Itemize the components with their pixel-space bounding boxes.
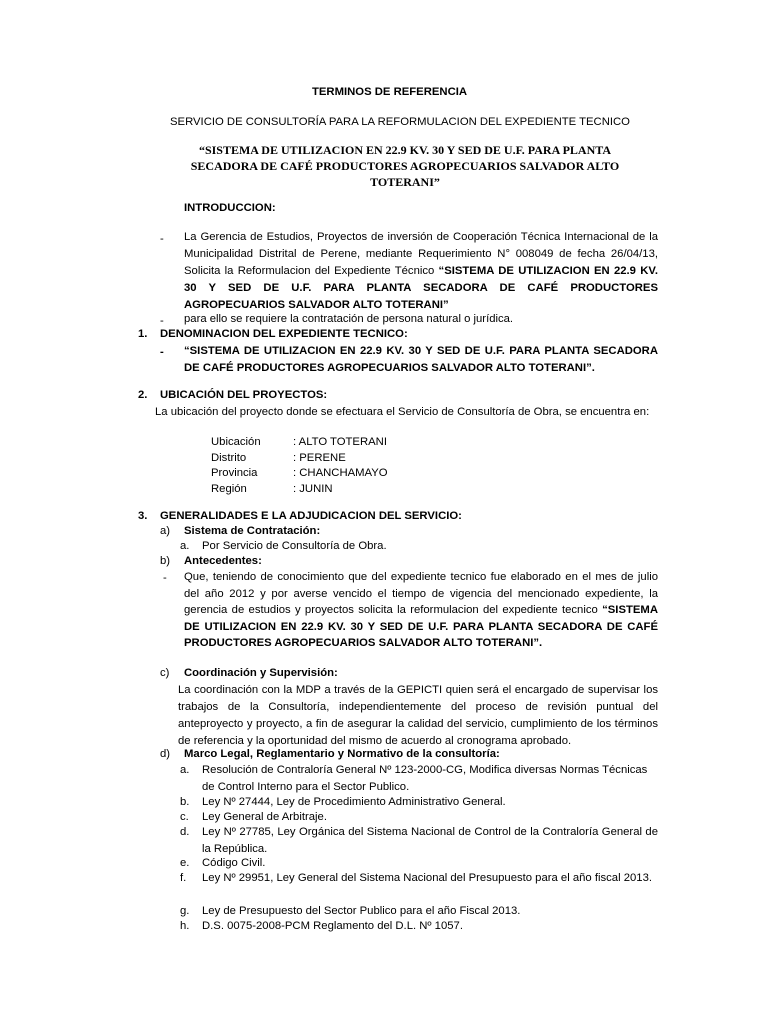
subsection-d-heading: Marco Legal, Reglamentario y Normativo de la consultoría: [184, 748, 500, 760]
intro-paragraph [184, 229, 658, 314]
location-row [211, 482, 511, 498]
intro-text: La Gerencia de Estudios, Proyectos de inversión de Cooperación Técnica Internacional de la Municipalidad Distrital de Perene, mediante Requerimiento N° 008049 de fecha 26/04/13, Solicita la Reformulacion del Expediente Técnico [184, 231, 658, 277]
section1-heading: DENOMINACION DEL EXPEDIENTE TECNICO: [160, 328, 408, 340]
project-title-line: “SISTEMA DE UTILIZACION EN 22.9 KV. 30 Y SED DE U.F. PARA PLANTA [198, 143, 612, 157]
item-label: e. [180, 857, 190, 869]
legal-item: Ley General de Arbitraje. [202, 811, 327, 823]
project-title-line: TOTERANI” [370, 175, 440, 189]
item-label: a. [180, 540, 190, 552]
subsection-label: b) [160, 555, 171, 567]
legal-item: D.S. 0075-2008-PCM Reglamento del D.L. Nº 1057. [202, 920, 463, 932]
document-title: TERMINOS DE REFERENCIA [312, 86, 468, 98]
legal-item: Ley Nº 27444, Ley de Procedimiento Administrativo General. [202, 796, 506, 808]
intro-project-name: “SISTEMA DE UTILIZACION EN 22.9 KV. 30 Y SED DE U.F. PARA PLANTA SECADORA DE CAFÉ PRODUCTORES AGROPECUARIOS SALVADOR ALTO TOTERANI” [184, 265, 658, 311]
subsection-c-text: La coordinación con la MDP a través de la GEPICTI quien será el encargado de supervisar los trabajos de la Consultoría, independientemente del proceso de revisión puntual del anteproyecto y proyecto, a fin de asegurar la calidad del servicio, cumplimiento de los términos de referencia y la oportunidad del mismo de acuerdo al cronograma aprobado. [178, 684, 658, 747]
item-label: a. [180, 764, 190, 776]
antecedentes-project-name: “SISTEMA DE UTILIZACION EN 22.9 KV. 30 Y SED DE U.F. PARA PLANTA SECADORA DE CAFÉ PRODUCTORES AGROPECUARIOS SALVADOR ALTO TOTERANI”. [184, 604, 658, 649]
legal-item: Ley Nº 29951, Ley General del Sistema Nacional del Presupuesto para el año fiscal 2013. [202, 872, 653, 884]
location-row [211, 435, 511, 451]
subsection-label: d) [160, 748, 171, 760]
section-number: 2. [138, 389, 148, 401]
legal-item: Código Civil. [202, 857, 266, 869]
section2-text: La ubicación del proyecto donde se efectuara el Servicio de Consultoría de Obra, se encuentra en: [155, 406, 650, 418]
location-value: : PERENE [293, 451, 346, 464]
section3-heading: GENERALIDADES E LA ADJUDICACION DEL SERVICIO: [160, 510, 462, 522]
subsection-c-heading: Coordinación y Supervisión: [184, 667, 338, 679]
item-label: d. [180, 826, 190, 838]
subsection-b-heading: Antecedentes: [184, 555, 262, 567]
intro-heading: INTRODUCCION: [184, 202, 276, 214]
dash-bullet: - [163, 572, 167, 584]
subsection-b-text [184, 569, 658, 652]
item-label: h. [180, 920, 190, 932]
legal-item: Ley de Presupuesto del Sector Publico para el año Fiscal 2013. [202, 905, 521, 917]
item-label: g. [180, 905, 190, 917]
location-value: : CHANCHAMAYO [293, 467, 388, 479]
dash-bullet: - [160, 346, 164, 358]
item-label: b. [180, 796, 190, 808]
legal-item: Ley Nº 27785, Ley Orgánica del Sistema Nacional de Control de la Contraloría General de la República. [202, 826, 658, 855]
item-label: f. [180, 872, 187, 884]
location-key: Provincia [211, 467, 258, 479]
section1-project-name: “SISTEMA DE UTILIZACION EN 22.9 KV. 30 Y SED DE U.F. PARA PLANTA SECADORA DE CAFÉ PRODUCTORES AGROPECUARIOS SALVADOR ALTO TOTERANI”. [184, 345, 658, 374]
location-value: : JUNIN [293, 482, 333, 495]
subsection-label: a) [160, 525, 171, 537]
subsection-a-heading: Sistema de Contratación: [184, 525, 321, 537]
subsection-label: c) [160, 667, 170, 679]
location-value: : ALTO TOTERANI [293, 436, 387, 448]
section2-heading: UBICACIÓN DEL PROYECTOS: [160, 389, 328, 401]
project-title [160, 142, 650, 190]
antecedentes-text: Que, teniendo de conocimiento que del expediente tecnico fue elaborado en el mes de julio del año 2012 y por averse vencido el tiempo de vigencia del mencionado expediente, la gerencia de estudios y proyectos solicita la reformulacion del expediente tecnico [184, 571, 658, 616]
item-label: c. [180, 811, 189, 823]
project-title-line: SECADORA DE CAFÉ PRODUCTORES AGROPECUARIOS SALVADOR ALTO [190, 159, 620, 173]
section-number: 3. [138, 510, 148, 522]
subsection-a-item: Por Servicio de Consultoría de Obra. [202, 540, 387, 552]
location-key: Ubicación [211, 436, 261, 448]
dash-bullet: - [160, 315, 164, 327]
dash-bullet: - [160, 233, 164, 245]
location-key: Distrito [211, 451, 247, 464]
location-table [211, 435, 511, 497]
intro-requirement: para ello se requiere la contratación de persona natural o jurídica. [184, 313, 514, 325]
location-row [211, 451, 511, 467]
location-key: Región [211, 482, 247, 495]
section-number: 1. [138, 328, 148, 340]
document-subtitle: SERVICIO DE CONSULTORÍA PARA LA REFORMULACION DEL EXPEDIENTE TECNICO [170, 116, 630, 128]
legal-item: Resolución de Contraloría General Nº 123-2000-CG, Modifica diversas Normas Técnicas de Control Interno para el Sector Publico. [202, 764, 648, 793]
location-row [211, 466, 511, 482]
